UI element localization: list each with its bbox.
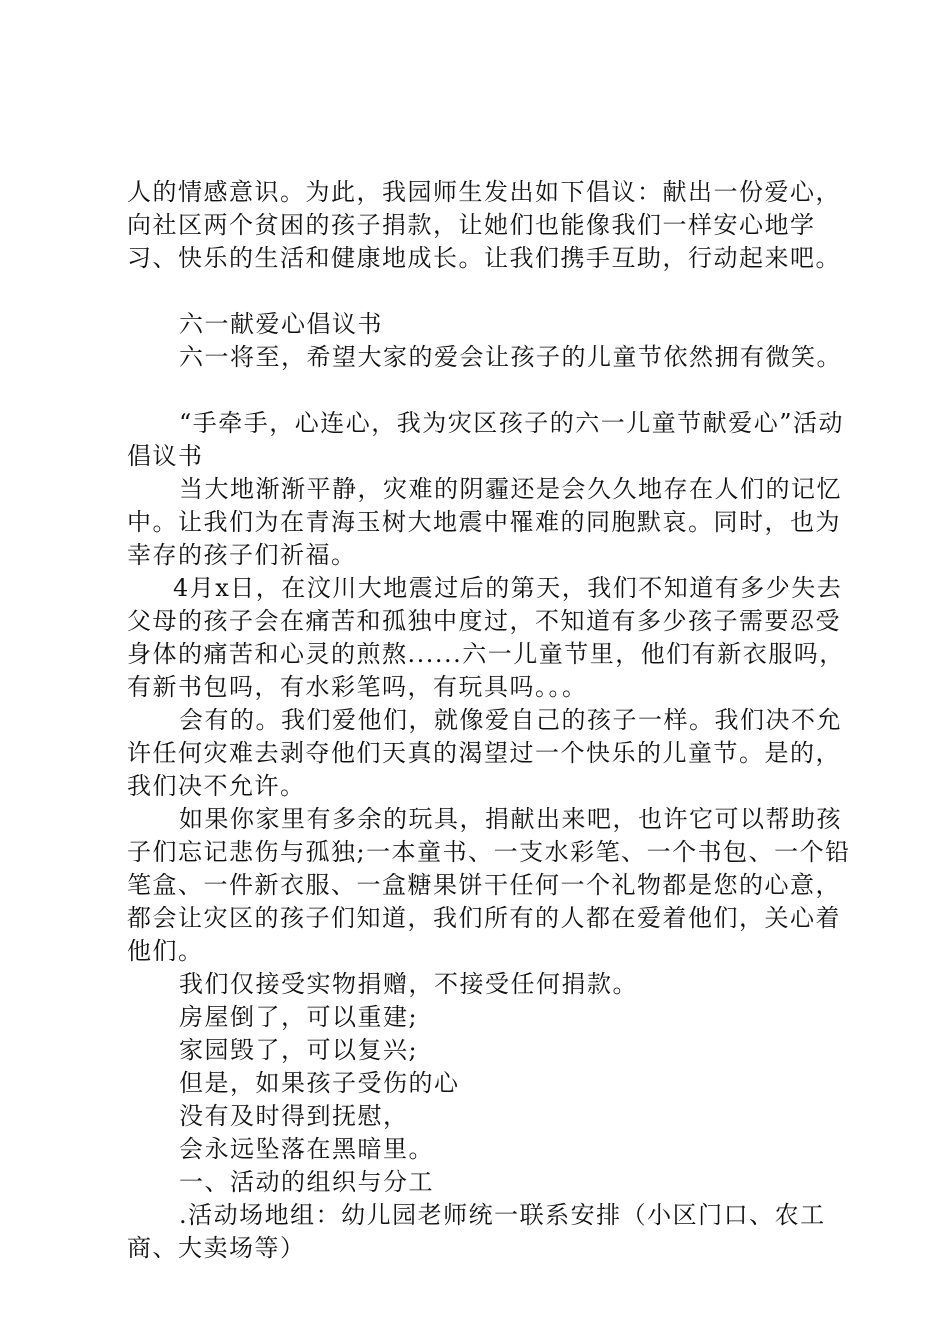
paragraph-intro: 人的情感意识。为此，我园师生发出如下倡议：献出一份爱心，向社区两个贫困的孩子捐款，让她们也能像我们一样安心地学习、快乐的生活和健康地成长。让我们携手互助，行动起来吧。 (127, 178, 841, 272)
document-body (127, 176, 853, 1265)
poem-line: 房屋倒了，可以重建; (179, 1003, 419, 1031)
heading-proposal-2: “手牵手，心连心，我为灾区孩子的六一儿童节献爱心”活动倡议书 (127, 409, 845, 470)
poem-line: 家园毁了，可以复兴; (179, 1036, 419, 1064)
poem-line: 但是，如果孩子受伤的心 (179, 1069, 460, 1097)
heading-proposal-1: 六一献爱心倡议书 (179, 310, 383, 338)
poem-line: 会永远坠落在黑暗里。 (179, 1135, 434, 1163)
paragraph-donate-toys: 如果你家里有多余的玩具，捐献出来吧，也许它可以帮助孩子们忘记悲伤与孤独;一本童书、一支水彩笔、一个书包、一个铅笔盒、一件新衣服、一盒糖果饼干任何一个礼物都是您的心意，都会让灾区的孩子们知道，我们所有的人都在爱着他们，关心着他们。 (127, 805, 851, 965)
paragraph-wish: 六一将至，希望大家的爱会让孩子的儿童节依然拥有微笑。 (179, 343, 842, 371)
poem-line: 没有及时得到抚慰， (179, 1102, 409, 1130)
paragraph-date: 4月x日，在汶川大地震过后的第天，我们不知道有多少失去父母的孩子会在痛苦和孤独中度过，不知道有多少孩子需要忍受身体的痛苦和心灵的煎熬......六一儿童节里，他们有新衣服吗，有新书包吗，有水彩笔吗，有玩具吗。。。 (127, 574, 845, 701)
paragraph-donation-policy: 我们仅接受实物捐赠，不接受任何捐款。 (179, 970, 638, 998)
spacer (127, 374, 853, 407)
paragraph-venue-group: .活动场地组：幼儿园老师统一联系安排（小区门口、农工商、大卖场等） (127, 1201, 826, 1262)
paragraph-love: 会有的。我们爱他们，就像爱自己的孩子一样。我们决不允许任何灾难去剥夺他们天真的渴望过一个快乐的儿童节。是的，我们决不允许。 (127, 706, 842, 800)
section-heading-organization: 一、活动的组织与分工 (179, 1168, 434, 1196)
paragraph-earthquake: 当大地渐渐平静，灾难的阴霾还是会久久地存在人们的记忆中。让我们为在青海玉树大地震中罹难的同胞默哀。同时，也为幸存的孩子们祈福。 (127, 475, 842, 569)
spacer (127, 275, 853, 308)
